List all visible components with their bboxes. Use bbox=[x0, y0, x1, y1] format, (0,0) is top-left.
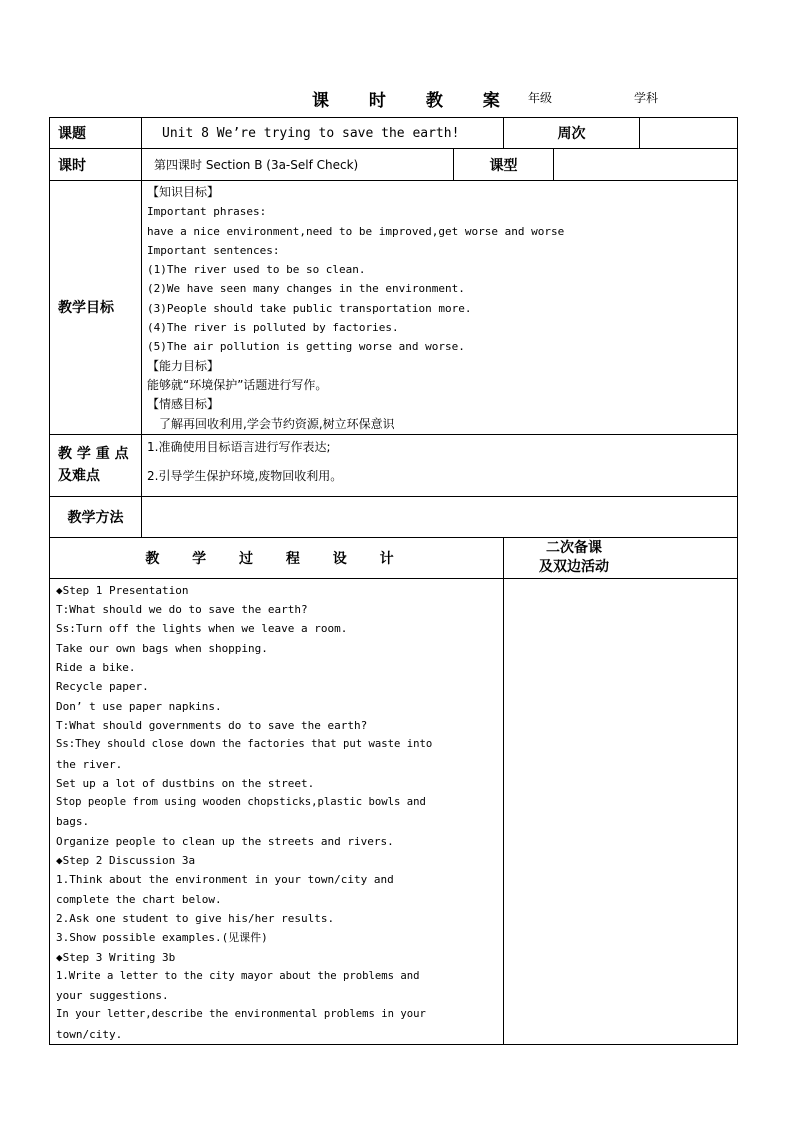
topic-label: 课题 bbox=[50, 118, 142, 149]
key-points-content bbox=[142, 434, 738, 496]
process-line: In your letter,describe the environmental problems in your bbox=[56, 1008, 426, 1021]
process-line: T:What should we do to save the earth? bbox=[56, 603, 308, 617]
process-line: ◆Step 3 Writing 3b bbox=[56, 950, 176, 964]
second-prep-header bbox=[504, 537, 738, 578]
process-line: Stop people from using wooden chopsticks,plastic bowls and bbox=[56, 796, 426, 809]
process-line: your suggestions. bbox=[56, 989, 169, 1003]
goals-line: (3)People should take public transportation more. bbox=[147, 301, 472, 315]
method-row bbox=[50, 496, 738, 537]
week-label: 周次 bbox=[504, 118, 640, 149]
process-line: Recycle paper. bbox=[56, 680, 149, 694]
process-line: T:What should governments do to save the earth? bbox=[56, 718, 368, 732]
topic-row bbox=[50, 118, 738, 149]
page-header bbox=[0, 86, 794, 110]
goals-line: 了解再回收利用,学会节约资源,树立环保意识 bbox=[159, 416, 395, 431]
goals-label: 教学目标 bbox=[50, 181, 142, 435]
grade-label: 年级 bbox=[528, 91, 553, 105]
period-row bbox=[50, 149, 738, 181]
process-line: Organize people to clean up the streets and rivers. bbox=[56, 834, 394, 848]
method-label: 教学方法 bbox=[50, 496, 142, 537]
goals-row bbox=[50, 181, 738, 435]
second-prep-line2: 及双边活动 bbox=[539, 558, 610, 575]
process-line: bags. bbox=[56, 815, 90, 829]
process-line: Ride a bike. bbox=[56, 661, 136, 675]
goals-line: 能够就“环境保护”话题进行写作。 bbox=[147, 377, 328, 392]
process-line: Don’ t use paper napkins. bbox=[56, 699, 222, 713]
process-line: 1.Write a letter to the city mayor about the problems and bbox=[56, 969, 420, 982]
process-line: the river. bbox=[56, 757, 123, 771]
process-line: 1.Think about the environment in your town/city and bbox=[56, 873, 394, 887]
second-prep-content bbox=[504, 578, 738, 1044]
key-points-label-line2: 及难点 bbox=[58, 468, 100, 485]
process-line: town/city. bbox=[56, 1027, 123, 1041]
process-line: 3.Show possible examples.(见课件) bbox=[56, 931, 268, 945]
process-line: Set up a lot of dustbins on the street. bbox=[56, 776, 315, 790]
process-header-row bbox=[50, 537, 738, 578]
process-line: Ss:They should close down the factories that put waste into bbox=[56, 738, 433, 751]
key-points-label-line1: 教 学 重 点 bbox=[58, 446, 129, 463]
process-title: 教 学 过 程 设 计 bbox=[50, 537, 504, 578]
goals-line: (4)The river is polluted by factories. bbox=[147, 321, 399, 335]
method-value bbox=[142, 496, 738, 537]
page-title: 课 时 教 案 bbox=[312, 91, 517, 111]
topic-value: Unit 8 We’re trying to save the earth! bbox=[142, 118, 504, 149]
goals-line: (2)We have seen many changes in the environment. bbox=[147, 282, 465, 296]
lesson-plan-table bbox=[49, 117, 738, 1045]
goals-line: Important sentences: bbox=[147, 243, 280, 257]
goals-line: 【情感目标】 bbox=[147, 397, 220, 412]
type-value bbox=[554, 149, 738, 181]
goals-line: (1)The river used to be so clean. bbox=[147, 263, 366, 277]
goals-line: (5)The air pollution is getting worse and worse. bbox=[147, 340, 465, 354]
process-content bbox=[50, 578, 504, 1044]
subject-label: 学科 bbox=[634, 91, 659, 105]
process-line: Take our own bags when shopping. bbox=[56, 641, 268, 655]
goals-line: Important phrases: bbox=[147, 205, 267, 219]
process-line: Ss:Turn off the lights when we leave a room. bbox=[56, 622, 348, 636]
key-point-2: 2.引导学生保护环境,废物回收利用。 bbox=[147, 468, 343, 483]
process-line: 2.Ask one student to give his/her results. bbox=[56, 911, 335, 925]
second-prep-line1: 二次备课 bbox=[546, 539, 603, 556]
goals-content bbox=[142, 181, 738, 435]
goals-line: 【能力目标】 bbox=[147, 358, 220, 373]
process-line: complete the chart below. bbox=[56, 892, 222, 906]
period-value: 第四课时 Section B (3a-Self Check) bbox=[142, 149, 454, 181]
process-line: ◆Step 1 Presentation bbox=[56, 583, 189, 597]
type-label: 课型 bbox=[454, 149, 554, 181]
key-point-1: 1.准确使用目标语言进行写作表达; bbox=[147, 439, 331, 454]
week-value bbox=[640, 118, 738, 149]
key-points-label bbox=[50, 434, 142, 496]
goals-line: have a nice environment,need to be improved,get worse and worse bbox=[147, 224, 565, 238]
process-row bbox=[50, 578, 738, 1044]
period-label: 课时 bbox=[50, 149, 142, 181]
key-points-row bbox=[50, 434, 738, 496]
goals-line: 【知识目标】 bbox=[147, 185, 220, 199]
process-line: ◆Step 2 Discussion 3a bbox=[56, 854, 196, 868]
